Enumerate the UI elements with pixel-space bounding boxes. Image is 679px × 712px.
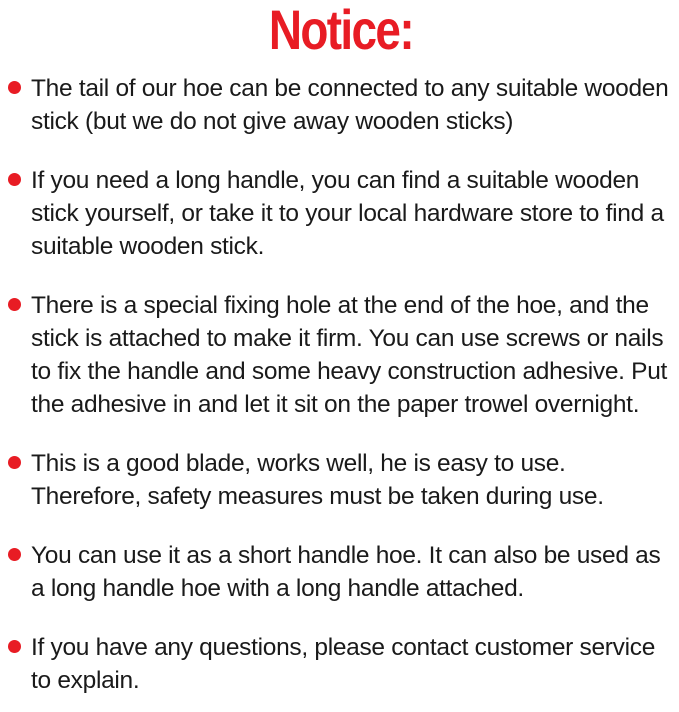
title-container: [8, 0, 673, 61]
bullet-icon: [8, 298, 21, 311]
notice-item-text: The tail of our hoe can be connected to any suitable wooden stick (but we do not give away wooden sticks): [31, 75, 669, 135]
notice-item-text: If you have any questions, please contact customer service to explain.: [31, 634, 656, 694]
notice-item: [8, 631, 673, 697]
notice-item-text: You can use it as a short handle hoe. It can also be used as a long handle hoe with a long handle attached.: [31, 542, 661, 602]
bullet-icon: [8, 456, 21, 469]
notice-item: [8, 289, 673, 421]
notice-item: [8, 72, 673, 138]
notice-item: [8, 447, 673, 513]
bullet-icon: [8, 548, 21, 561]
bullet-icon: [8, 640, 21, 653]
notice-item-text: This is a good blade, works well, he is easy to use. Therefore, safety measures must be taken during use.: [31, 450, 604, 510]
page-title: Notice:: [268, 0, 413, 61]
notice-item-text: If you need a long handle, you can find a suitable wooden stick yourself, or take it to your local hardware store to find a suitable wooden stick.: [31, 167, 664, 260]
notice-item: [8, 539, 673, 605]
notice-list: [8, 72, 673, 697]
bullet-icon: [8, 173, 21, 186]
notice-item: [8, 164, 673, 263]
notice-item-text: There is a special fixing hole at the end of the hoe, and the stick is attached to make it firm. You can use screws or nails to fix the handle and some heavy construction adhesive. Put the adhesive in and let it sit on the paper trowel overnight.: [31, 292, 668, 418]
bullet-icon: [8, 81, 21, 94]
